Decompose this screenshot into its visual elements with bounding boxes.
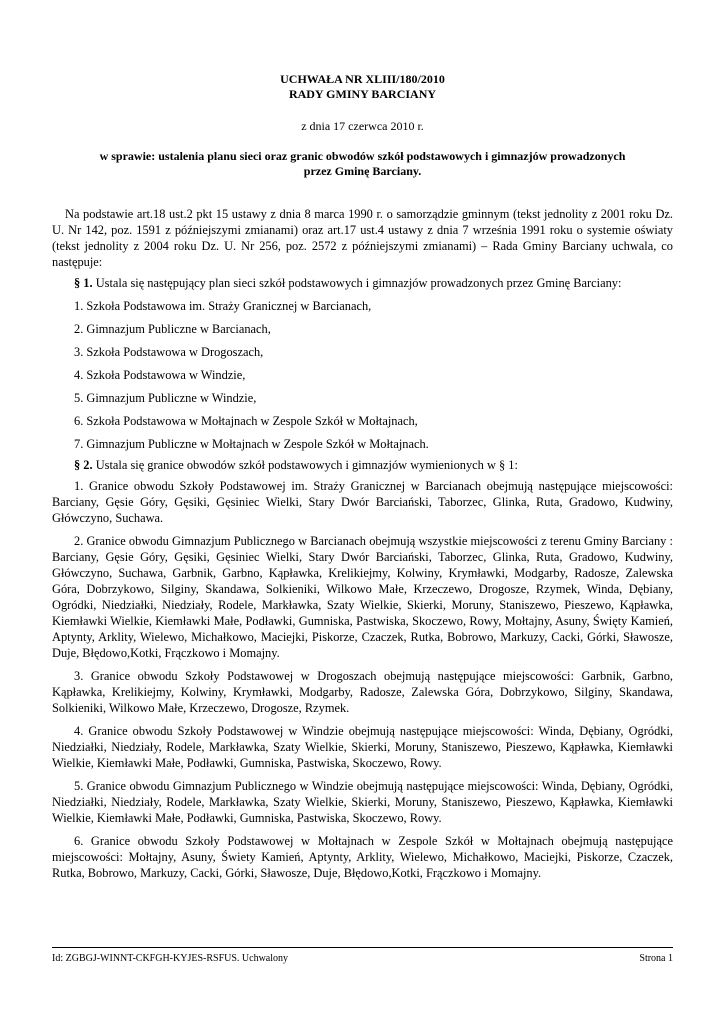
paragraph-1-text: Ustala się następujący plan sieci szkół podstawowych i gimnazjów prowadzonych przez Gminę Barciany:	[92, 276, 622, 290]
paragraph-2	[52, 457, 673, 473]
school-item: 7. Gimnazjum Publiczne w Mołtajnach w Zespole Szkół w Mołtajnach.	[74, 437, 429, 451]
resolution-subject	[0, 149, 725, 179]
subject-line-2: przez Gminę Barciany.	[303, 164, 422, 178]
school-item: 6. Szkoła Podstawowa w Mołtajnach w Zespole Szkół w Mołtajnach,	[74, 414, 418, 428]
district-item: 5. Granice obwodu Gimnazjum Publicznego w Windzie obejmują następujące miejscowości: Winda, Dębiany, Ogródki, Niedziałki, Niedziały, Rodele, Markławka, Szaty Wielkie, Skierki, Moruny, Staniszewo, Pieszewo, Kąpławka, Kiemławki Wielkie, Kiemławki Małe, Podławki, Gumniska, Pastwiska, Skoczewo, Rowy.	[52, 779, 673, 825]
paragraph-2-mark: § 2.	[74, 458, 93, 472]
district-item: 2. Granice obwodu Gimnazjum Publicznego w Barcianach obejmują wszystkie miejscowości z terenu Gminy Barciany : Barciany, Gęsie Góry, Gęsiki, Gęsiniec Wielki, Stary Dwór Barciański, Taborzec, Glinka, Ruta, Gradowo, Kudwiny, Główczyno, Suchawa, Garbnik, Garbno, Kąpławka, Krelikiejmy, Kolwiny, Krymławki, Modgarby, Radosze, Zalewska Góra, Dobrzykowo, Silginy, Skandawa, Solkieniki, Wilkowo Małe, Krzeczewo, Drogosze, Rzymek, Winda, Dębiany, Ogródki, Niedziałki, Niedziały, Rodele, Markławka, Szaty Wielkie, Skierki, Moruny, Staniszewo, Pieszewo, Kąpławka, Kiemławki Wielkie, Kiemławki Małe, Podławki, Gumniska, Pastwiska, Skoczewo, Rowy, Mołtajny, Asuny, Święty Kamień, Aptynty, Arklity, Wielewo, Michałkowo, Maciejki, Piskorze, Czaczek, Rutka, Bobrowo, Markuzy, Cacki, Górki, Sławosze, Duje, Błędowo,Kotki, Frączkowo i Momajny.	[52, 534, 673, 660]
district-item: 3. Granice obwodu Szkoły Podstawowej w Drogoszach obejmują następujące miejscowości: Garbnik, Garbno, Kąpławka, Krelikiejmy, Kolwiny, Krymławki, Modgarby, Radosze, Zalewska Góra, Dobrzykowo, Silginy, Skandawa, Solkieniki, Wilkowo Małe, Krzeczewo, Drogosze, Rzymek.	[52, 669, 673, 715]
preamble: Na podstawie art.18 ust.2 pkt 15 ustawy z dnia 8 marca 1990 r. o samorządzie gminnym (tekst jednolity z 2001 roku Dz. U. Nr 142, poz. 1591 z późniejszymi zmianami) oraz art.17 ust.4 ustawy z dnia 7 września 1991 roku o systemie oświaty (tekst jednolity z 2004 roku Dz. U. Nr 256, poz. 2572 z późniejszymi zmianami) – Rada Gminy Barciany uchwala, co następuje:	[52, 207, 673, 269]
school-item: 1. Szkoła Podstawowa im. Straży Granicznej w Barcianach,	[74, 299, 372, 313]
district-item: 1. Granice obwodu Szkoły Podstawowej im. Straży Granicznej w Barcianach obejmują następujące miejscowości: Barciany, Gęsie Góry, Gęsiki, Gęsiniec Wielki, Stary Dwór Barciański, Taborzec, Glinka, Ruta, Gradowo, Kudwiny, Główczyno, Suchawa.	[52, 479, 673, 525]
school-item: 2. Gimnazjum Publiczne w Barcianach,	[74, 322, 271, 336]
district-item: 4. Granice obwodu Szkoły Podstawowej w Windzie obejmują następujące miejscowości: Winda, Dębiany, Ogródki, Niedziałki, Niedziały, Rodele, Markławka, Szaty Wielkie, Skierki, Moruny, Staniszewo, Pieszewo, Kąpławka, Kiemławki Wielkie, Kiemławki Małe, Podławki, Gumniska, Pastwiska, Skoczewo, Rowy.	[52, 724, 673, 770]
paragraph-1	[52, 275, 673, 291]
document-body	[52, 206, 673, 881]
paragraph-2-text: Ustala się granice obwodów szkół podstawowych i gimnazjów wymienionych w § 1:	[92, 458, 518, 472]
subject-line-1: w sprawie: ustalenia planu sieci oraz granic obwodów szkół podstawowych i gimnazjów prowadzonych	[99, 149, 626, 163]
school-item: 5. Gimnazjum Publiczne w Windzie,	[74, 391, 257, 405]
paragraph-1-mark: § 1.	[74, 276, 93, 290]
resolution-date: z dnia 17 czerwca 2010 r.	[301, 119, 424, 133]
resolution-title	[0, 72, 725, 102]
page-number: Strona 1	[639, 953, 673, 964]
school-item: 4. Szkoła Podstawowa w Windzie,	[74, 368, 246, 382]
district-item: 6. Granice obwodu Szkoły Podstawowej w Mołtajnach w Zespole Szkół w Mołtajnach obejmują następujące miejscowości: Mołtajny, Asuny, Świety Kamień, Aptynty, Arklity, Wielewo, Michałkowo, Maciejki, Piskorze, Czaczek, Rutka, Bobrowo, Markuzy, Cacki, Górki, Sławosze, Duje, Błędowo,Kotki, Frączkowo i Momajny.	[52, 834, 673, 880]
footer-divider	[52, 947, 673, 948]
school-item: 3. Szkoła Podstawowa w Drogoszach,	[74, 345, 264, 359]
title-line-2: RADY GMINY BARCIANY	[288, 87, 437, 101]
title-line-1: UCHWAŁA NR XLIII/180/2010	[280, 72, 445, 86]
document-id: Id: ZGBGJ-WINNT-CKFGH-KYJES-RSFUS. Uchwalony	[52, 953, 289, 964]
